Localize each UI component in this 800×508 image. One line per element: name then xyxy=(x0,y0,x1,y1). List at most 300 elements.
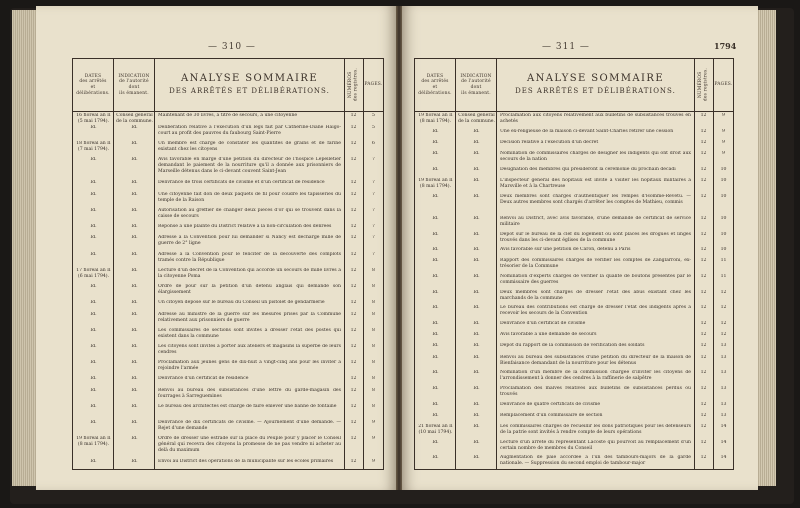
left-page-edges xyxy=(12,10,36,486)
row-analysis: Délivrance de dix certificats de civisme. — Ajournement d'une demande. — Rejet d'une demande xyxy=(158,420,341,432)
row-page-number: 10 xyxy=(720,247,727,253)
table-row xyxy=(415,140,733,151)
row-analysis: Les commissaires de sections sont invités à dresser l'état des postes qui existent dans la commune xyxy=(158,327,341,339)
row-analysis: Dépôt du rapport de la commission de vérification des soldats xyxy=(500,343,645,349)
row-date: Id. xyxy=(432,128,439,134)
table-row xyxy=(73,180,383,192)
table-row xyxy=(415,321,733,332)
table-row xyxy=(415,232,733,248)
row-authority: Id. xyxy=(473,385,480,391)
row-page-number: 9 xyxy=(722,151,725,157)
row-authority: Id. xyxy=(131,223,138,229)
row-authority: Id. xyxy=(131,179,138,185)
row-page-number: 11 xyxy=(720,258,727,264)
row-analysis: Renvoi au bureau des subsistances d'une lettre du garde-magasin des fourrages à Sarreguemines xyxy=(158,387,341,399)
row-analysis: Délivrance d'un certificat de civisme xyxy=(500,321,586,327)
row-register-number: 12 xyxy=(350,223,357,229)
row-analysis: Délivrance d'un certificat de résidence xyxy=(158,376,249,382)
row-authority: Id. xyxy=(473,424,480,429)
table-row xyxy=(415,305,733,321)
row-authority: Id. xyxy=(131,376,138,382)
row-analysis: Réponse à une plainte du District relative à la non-circulation des denrées xyxy=(158,223,332,229)
row-date: Id. xyxy=(432,139,439,145)
row-authority: Id. xyxy=(473,412,480,418)
row-authority: Id. xyxy=(131,124,138,130)
row-authority: Id. xyxy=(131,140,138,146)
row-register-number: 12 xyxy=(350,191,357,197)
table-row xyxy=(73,141,383,157)
row-page-number: 8 xyxy=(372,376,375,382)
table-row xyxy=(73,224,383,236)
row-authority: Id. xyxy=(473,370,480,376)
right-page-year: 1794 xyxy=(714,41,737,51)
row-analysis: Une ex-religieuse de la maison ci-devant Saint-Charles retirer une cession xyxy=(500,128,674,134)
row-page-number: 9 xyxy=(722,113,725,118)
row-date: 19 floréal an II (8 mai 1794). xyxy=(76,436,111,448)
row-authority: Id. xyxy=(131,360,138,366)
table-row xyxy=(73,284,383,300)
row-analysis: Décision relative à l'exécution d'un décret xyxy=(500,139,599,145)
row-authority: Id. xyxy=(131,436,138,442)
row-analysis: Un membre est chargé de constater les quantités de grains et de farine existant chez les citoyens xyxy=(158,140,341,152)
table-row xyxy=(73,157,383,180)
row-page-number: 13 xyxy=(720,401,727,407)
row-analysis: Maintenant de 30 livres, à titre de secours, à une citoyenne xyxy=(158,113,298,118)
row-register-number: 12 xyxy=(700,215,707,221)
row-authority: Id. xyxy=(131,283,138,289)
row-date: Id. xyxy=(90,283,97,289)
row-authority: Id. xyxy=(131,207,138,213)
row-page-number: 8 xyxy=(372,327,375,333)
table-row xyxy=(415,247,733,258)
row-authority: Id. xyxy=(473,274,480,280)
row-page-number: 8 xyxy=(372,267,375,273)
row-page-number: 10 xyxy=(720,215,727,221)
row-register-number: 12 xyxy=(350,311,357,317)
table-row xyxy=(73,388,383,404)
row-page-number: 9 xyxy=(372,420,375,426)
table-row xyxy=(73,459,383,471)
row-register-number: 12 xyxy=(700,401,707,407)
row-analysis: Adresse à la Convention pour le féliciter de la découverte des complots tramés contre la République xyxy=(158,251,341,263)
row-authority: Id. xyxy=(473,289,480,295)
row-authority: Id. xyxy=(473,455,480,461)
row-authority: Id. xyxy=(473,231,480,237)
row-date: Id. xyxy=(90,223,97,229)
row-date: Id. xyxy=(432,193,439,199)
row-page-number: 5 xyxy=(372,124,375,130)
row-date: 17 floréal an II (6 mai 1794). xyxy=(76,267,111,279)
row-analysis: Augmentation de paie accordée à l'un des tambours-majors de la garde nationale. — Suppression du second emploi de tambour-major xyxy=(500,455,691,467)
row-analysis: Dépôt sur le bureau de la clef du logement où sont placés les drogues et linges trouvés dans les ci-devant églises de la commune xyxy=(500,231,691,243)
row-page-number: 9 xyxy=(722,128,725,134)
row-date: Id. xyxy=(90,387,97,393)
row-register-number: 12 xyxy=(700,231,707,237)
row-authority: Id. xyxy=(131,191,138,197)
header-title: ANALYSE SOMMAIRE xyxy=(526,73,665,84)
row-date: Id. xyxy=(90,327,97,333)
row-analysis: Proclamation des malves relatives aux bulletins de subsistances perdus ou trouvés xyxy=(500,385,691,397)
table-row xyxy=(415,216,733,232)
table-row xyxy=(73,252,383,268)
row-authority: Id. xyxy=(473,321,480,327)
row-authority: Id. xyxy=(131,387,138,393)
row-analysis: Lecture d'un arrêté du représentant Lacoste qui pourvoit au remplacement d'un certain nombre de membres du Conseil xyxy=(500,439,691,451)
row-analysis: Délibération relative à l'exécution d'un legs fait par Catherine-Diane Haigo-court au profit des pauvres du faubourg Saint-Pierre xyxy=(158,124,341,136)
row-page-number: 9 xyxy=(372,436,375,442)
row-register-number: 12 xyxy=(350,459,357,465)
row-page-number: 13 xyxy=(720,343,727,349)
row-page-number: 8 xyxy=(372,360,375,366)
table-row xyxy=(415,343,733,354)
row-page-number: 7 xyxy=(372,251,375,257)
table-row xyxy=(415,413,733,424)
row-page-number: 7 xyxy=(372,207,375,213)
row-register-number: 12 xyxy=(350,436,357,442)
row-date: Id. xyxy=(90,207,97,213)
row-register-number: 12 xyxy=(700,424,707,429)
row-analysis: L'inspecteur général des hôpitaux est invité à visiter les hôpitaux militaires à Marsville et à la Chartreuse xyxy=(500,177,691,189)
row-page-number: 8 xyxy=(372,387,375,393)
row-authority: Id. xyxy=(131,251,138,257)
table-row xyxy=(73,208,383,224)
table-row xyxy=(415,332,733,343)
header-subtitle: DES ARRÊTÉS ET DÉLIBÉRATIONS. xyxy=(169,87,330,95)
row-page-number: 7 xyxy=(372,179,375,185)
table-row xyxy=(73,328,383,344)
row-register-number: 12 xyxy=(350,420,357,426)
right-page xyxy=(402,6,758,490)
row-analysis: Deux membres sont chargés d'authentiquer les rempes d'Homme-Revêtu. — Deux autres membres sont chargés d'arrêter les comptes de Mathieu, commis xyxy=(500,193,691,205)
row-page-number: 6 xyxy=(372,140,375,146)
table-row xyxy=(415,290,733,306)
row-date: Id. xyxy=(432,215,439,221)
table-row xyxy=(415,151,733,167)
table-row xyxy=(73,235,383,251)
table-row xyxy=(415,167,733,178)
table-row xyxy=(415,113,733,129)
row-page-number: 7 xyxy=(372,156,375,162)
row-analysis: Avis favorable sur une pétition de Caron, détenu à Paris xyxy=(500,247,631,253)
row-register-number: 12 xyxy=(700,289,707,295)
header-numbers: NUMÉROS des registres. xyxy=(345,59,364,111)
row-register-number: 12 xyxy=(700,151,707,157)
row-analysis: Autorisation au greffier de changer deux pièces d'or qui se trouvent dans la caisse de secours xyxy=(158,207,341,219)
row-authority: Id. xyxy=(131,156,138,162)
row-date: Id. xyxy=(432,439,439,445)
row-analysis: Adresse à la Convention pour lui demander si Nancy est déchargé mille de guerre de 2° ligne xyxy=(158,235,341,247)
row-analysis: Ordre de pour sur la pétition d'un détenu anglais qui demande son élargissement xyxy=(158,283,341,295)
row-date: Id. xyxy=(432,274,439,280)
header-pages: PAGES. xyxy=(364,82,383,88)
table-row xyxy=(73,420,383,436)
row-register-number: 12 xyxy=(350,235,357,241)
row-analysis: Remplacement d'un commissaire de section xyxy=(500,412,603,418)
row-date: 18 floréal an II (7 mai 1794). xyxy=(76,140,111,152)
row-analysis: Avis favorable à une demande de secours xyxy=(500,332,597,338)
row-analysis: Le bureau des architectes est chargé de faire enlever une banne de fontaine xyxy=(158,404,337,410)
row-register-number: 12 xyxy=(700,439,707,445)
row-register-number: 12 xyxy=(350,376,357,382)
row-date: Id. xyxy=(432,166,439,172)
row-register-number: 12 xyxy=(350,360,357,366)
row-date: Id. xyxy=(432,401,439,407)
row-date: 21 floréal an II (10 mai 1794). xyxy=(418,424,453,435)
row-analysis: Rapport des commissaires chargés de vérifier les comptes de Zanglarroni, ex-trésorier de la Commune xyxy=(500,258,691,270)
header-subtitle: DES ARRÊTÉS ET DÉLIBÉRATIONS. xyxy=(515,87,676,95)
row-analysis: Nomination d'experts chargés de vérifier la qualité de boutons présentés par le commissaire des guerres xyxy=(500,274,691,286)
row-register-number: 12 xyxy=(350,207,357,213)
header-dates: DATES des arrêtés et délibérations. xyxy=(415,59,456,111)
header-pages: PAGES. xyxy=(714,82,733,88)
row-analysis: Un citoyen dépose sur le bureau du Conseil un pistolet de gendarmerie xyxy=(158,300,325,306)
row-authority: Id. xyxy=(473,439,480,445)
row-analysis: Les citoyens sont invités à porter aux ateliers et magasins la superbe de leurs cendres xyxy=(158,343,341,355)
row-date: Id. xyxy=(90,300,97,306)
row-date: Id. xyxy=(432,258,439,264)
row-authority: Id. xyxy=(473,128,480,134)
row-register-number: 12 xyxy=(350,113,357,118)
left-page xyxy=(36,6,396,490)
row-register-number: 12 xyxy=(700,412,707,418)
row-authority: Id. xyxy=(473,215,480,221)
table-row xyxy=(73,376,383,388)
row-date: Id. xyxy=(90,311,97,317)
row-date: Id. xyxy=(90,179,97,185)
row-authority: Id. xyxy=(131,343,138,349)
row-register-number: 12 xyxy=(700,258,707,264)
row-register-number: 12 xyxy=(700,113,707,118)
table-row xyxy=(73,300,383,312)
row-date: Id. xyxy=(432,247,439,253)
row-date: Id. xyxy=(432,412,439,418)
table-row xyxy=(415,355,733,371)
row-authority: Conseil général de la commune. xyxy=(458,113,495,124)
row-page-number: 9 xyxy=(372,459,375,465)
row-date: Id. xyxy=(90,360,97,366)
row-register-number: 12 xyxy=(350,300,357,306)
row-authority: Id. xyxy=(131,459,138,465)
row-authority: Id. xyxy=(473,139,480,145)
row-date: Id. xyxy=(90,156,97,162)
table-row xyxy=(73,436,383,459)
row-register-number: 12 xyxy=(350,327,357,333)
row-analysis: Avis favorable en marge d'une pétition du directeur de l'hospice Lepelletier demandant le paiement de la nourriture qu'il a donnée aux prisonniers de Marseille détenus dans le ci-devant couvent Saint-Jean xyxy=(158,156,341,174)
row-page-number: 8 xyxy=(372,300,375,306)
row-authority: Id. xyxy=(473,258,480,264)
table-row xyxy=(73,312,383,328)
row-authority: Id. xyxy=(131,267,138,273)
table-row xyxy=(73,192,383,208)
left-page-number: — 310 — xyxy=(208,42,256,52)
row-authority: Id. xyxy=(131,404,138,410)
table-row xyxy=(415,194,733,216)
row-date: Id. xyxy=(90,459,97,465)
table-row xyxy=(415,274,733,290)
row-page-number: 5 xyxy=(372,113,375,118)
table-row xyxy=(415,258,733,274)
row-authority: Id. xyxy=(131,327,138,333)
row-register-number: 12 xyxy=(700,321,707,327)
row-page-number: 8 xyxy=(372,404,375,410)
row-page-number: 14 xyxy=(720,424,727,429)
row-page-number: 7 xyxy=(372,191,375,197)
row-page-number: 10 xyxy=(720,231,727,237)
row-page-number: 12 xyxy=(720,332,727,338)
row-date: Id. xyxy=(90,124,97,130)
row-date: Id. xyxy=(90,404,97,410)
row-analysis: Délivrance de trois certificats de civisme et d'un certificat de résidence xyxy=(158,179,325,185)
row-authority: Id. xyxy=(473,193,480,199)
row-page-number: 8 xyxy=(372,343,375,349)
row-analysis: Renvoi au bureau des subsistances d'une pétition du directeur de la maison de Bienfaisance demandant de la nourriture pour les détenus xyxy=(500,354,691,366)
header-authority: INDICATION de l'autorité dont ils émanent. xyxy=(114,59,155,111)
row-page-number: 8 xyxy=(372,311,375,317)
row-register-number: 12 xyxy=(350,140,357,146)
table-header xyxy=(415,59,733,112)
right-page-edges xyxy=(758,10,776,486)
row-analysis: Désignation des membres qui présideront la cérémonie du prochain décadi xyxy=(500,166,676,172)
row-analysis: Proclamation aux jeunes gens de dix-huit à vingt-cinq ans pour les inviter à rejoindre l'armée xyxy=(158,360,341,372)
row-page-number: 13 xyxy=(720,385,727,391)
row-register-number: 12 xyxy=(700,177,707,183)
table-row xyxy=(415,440,733,456)
row-page-number: 12 xyxy=(720,289,727,295)
row-page-number: 12 xyxy=(720,321,727,327)
right-page-number: — 311 — xyxy=(542,42,590,52)
table-row xyxy=(415,129,733,140)
row-page-number: 11 xyxy=(720,274,727,280)
row-analysis: Proclamation aux citoyens relativement aux bulletins de subsistances trouvés en achetés xyxy=(500,113,691,124)
row-register-number: 12 xyxy=(700,247,707,253)
row-analysis: Lecture d'un décret de la Convention qui accorde un secours de mille livres à la citoyenne Poma xyxy=(158,267,341,279)
row-authority: Id. xyxy=(131,300,138,306)
row-analysis: Deux membres sont chargés de dresser l'état des abus existant chez les marchands de la commune xyxy=(500,289,691,301)
row-authority: Id. xyxy=(473,247,480,253)
row-register-number: 12 xyxy=(350,179,357,185)
row-analysis: Adresse au ministre de la guerre sur les mesures prises par la Commune relativement aux prisonniers de guerre xyxy=(158,311,341,323)
row-analysis: Nomination de commissaires chargés de désigner les indigents qui ont droit aux secours de la nation xyxy=(500,151,691,163)
row-date: Id. xyxy=(432,455,439,461)
header-dates: DATES des arrêtés et délibérations. xyxy=(73,59,114,111)
row-date: Id. xyxy=(432,385,439,391)
row-register-number: 12 xyxy=(350,267,357,273)
row-register-number: 12 xyxy=(350,343,357,349)
row-page-number: 14 xyxy=(720,455,727,461)
row-date: Id. xyxy=(432,231,439,237)
table-row xyxy=(73,113,383,125)
row-date: Id. xyxy=(432,343,439,349)
row-register-number: 12 xyxy=(350,124,357,130)
row-page-number: 10 xyxy=(720,193,727,199)
table-row xyxy=(73,360,383,376)
row-authority: Id. xyxy=(131,311,138,317)
row-date: Id. xyxy=(90,420,97,426)
row-page-number: 12 xyxy=(720,305,727,311)
row-authority: Id. xyxy=(473,177,480,183)
row-date: Id. xyxy=(432,305,439,311)
row-register-number: 12 xyxy=(700,128,707,134)
table-row xyxy=(415,455,733,471)
left-register-table xyxy=(72,58,384,470)
header-title: ANALYSE SOMMAIRE xyxy=(180,73,319,84)
row-analysis: Les commissaires chargés de recueillir les dons patriotiques pour les défenseurs de la patrie sont invités à rendre compte de leurs opérations xyxy=(500,424,691,435)
row-register-number: 12 xyxy=(700,385,707,391)
header-analysis xyxy=(155,59,345,111)
row-register-number: 12 xyxy=(350,283,357,289)
row-register-number: 12 xyxy=(700,455,707,461)
row-date: Id. xyxy=(432,321,439,327)
row-register-number: 12 xyxy=(700,370,707,376)
row-analysis: Le bureau des contributions est chargé de dresser l'état des indigents après à recevoir les secours de la Convention xyxy=(500,305,691,317)
table-row xyxy=(73,404,383,420)
row-date: 19 floréal an II (8 mai 1794). xyxy=(418,177,453,189)
row-register-number: 12 xyxy=(700,166,707,172)
row-page-number: 13 xyxy=(720,370,727,376)
row-register-number: 12 xyxy=(350,404,357,410)
row-date: Id. xyxy=(432,151,439,157)
row-date: Id. xyxy=(432,332,439,338)
row-analysis: Une citoyenne fait don de deux paquets de fil pour coudre les tapisseries du temple de la Raison xyxy=(158,191,341,203)
row-register-number: 12 xyxy=(700,343,707,349)
row-authority: Id. xyxy=(473,401,480,407)
row-date: 19 floréal an II (8 mai 1794). xyxy=(418,113,453,124)
row-register-number: 12 xyxy=(700,139,707,145)
row-register-number: 12 xyxy=(700,193,707,199)
row-authority: Id. xyxy=(131,235,138,241)
row-register-number: 12 xyxy=(350,156,357,162)
row-register-number: 12 xyxy=(700,274,707,280)
header-numbers: NUMÉROS des registres. xyxy=(695,59,714,111)
row-authority: Id. xyxy=(473,343,480,349)
row-analysis: Délivrance de quatre certificats de civisme xyxy=(500,401,601,407)
table-row xyxy=(415,370,733,386)
row-analysis: Nomination d'un membre de la commission chargée d'inviter les citoyens de l'arrondissement à donner des cendres à la raffinerie de salpêtre xyxy=(500,370,691,382)
row-analysis: Renvoi au District, avec avis favorable, d'une demande de certificat de service militaire xyxy=(500,215,691,227)
row-date: Id. xyxy=(432,370,439,376)
header-analysis xyxy=(497,59,695,111)
row-analysis: Envoi au District des opérations de la municipalité sur les écoles primaires xyxy=(158,459,334,465)
row-authority: Conseil général de la commune. xyxy=(116,113,153,124)
table-row xyxy=(415,178,733,194)
table-row xyxy=(73,344,383,360)
table-row xyxy=(415,402,733,413)
row-authority: Id. xyxy=(473,166,480,172)
row-authority: Id. xyxy=(473,332,480,338)
row-authority: Id. xyxy=(473,305,480,311)
row-date: Id. xyxy=(432,289,439,295)
table-row xyxy=(73,125,383,141)
row-register-number: 12 xyxy=(700,354,707,360)
row-authority: Id. xyxy=(473,151,480,157)
header-authority: INDICATION de l'autorité dont ils émanent. xyxy=(456,59,497,111)
row-date: Id. xyxy=(90,235,97,241)
row-date: Id. xyxy=(432,354,439,360)
table-row xyxy=(73,268,383,284)
row-page-number: 14 xyxy=(720,439,727,445)
row-page-number: 13 xyxy=(720,412,727,418)
row-date: Id. xyxy=(90,376,97,382)
table-row xyxy=(415,424,733,440)
row-page-number: 10 xyxy=(720,177,727,183)
row-date: Id. xyxy=(90,251,97,257)
row-page-number: 7 xyxy=(372,223,375,229)
row-date: Id. xyxy=(90,191,97,197)
row-page-number: 10 xyxy=(720,166,727,172)
row-page-number: 9 xyxy=(722,139,725,145)
row-authority: Id. xyxy=(473,354,480,360)
row-register-number: 12 xyxy=(700,305,707,311)
